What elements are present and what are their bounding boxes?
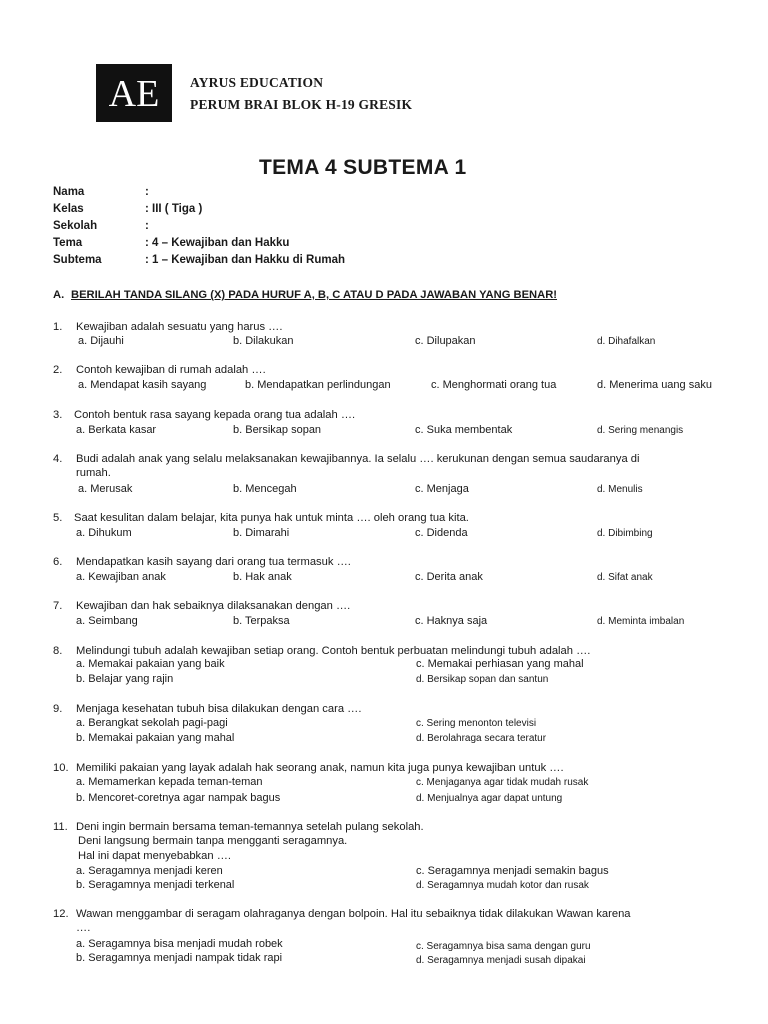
- question-text: Memiliki pakaian yang layak adalah hak seorang anak, namun kita juga punya kewajiban untuk ….: [76, 762, 564, 774]
- question-text: Mendapatkan kasih sayang dari orang tua termasuk ….: [76, 556, 351, 568]
- option-a: a. Seragamnya bisa menjadi mudah robek: [76, 938, 283, 950]
- question-text: Contoh kewajiban di rumah adalah ….: [76, 364, 266, 376]
- question-text-line3: Hal ini dapat menyebabkan ….: [78, 850, 231, 862]
- question-number: 5.: [53, 512, 63, 524]
- question-text-line2: rumah.: [76, 467, 111, 479]
- option-d: d. Sering menangis: [597, 425, 684, 436]
- identity-label-nama: Nama: [53, 186, 85, 198]
- option-c: c. Memakai perhiasan yang mahal: [416, 658, 584, 670]
- question-number: 10.: [53, 762, 69, 774]
- question-number: 4.: [53, 453, 63, 465]
- option-d: d. Sifat anak: [597, 572, 653, 583]
- question-number: 6.: [53, 556, 63, 568]
- option-c: c. Derita anak: [415, 571, 483, 583]
- option-a: a. Seragamnya menjadi keren: [76, 865, 223, 877]
- option-c: c. Dilupakan: [415, 335, 476, 347]
- option-c: c. Menghormati orang tua: [431, 379, 557, 391]
- question-number: 9.: [53, 703, 63, 715]
- question-text-line2: ….: [76, 922, 91, 934]
- option-b: b. Mencegah: [233, 483, 297, 495]
- option-a: a. Dijauhi: [78, 335, 124, 347]
- question-number: 7.: [53, 600, 63, 612]
- option-c: c. Sering menonton televisi: [416, 718, 537, 729]
- question-text: Contoh bentuk rasa sayang kepada orang tua adalah ….: [74, 409, 356, 421]
- option-a: a. Seimbang: [76, 615, 138, 627]
- identity-value-nama: :: [145, 186, 149, 198]
- page-title: TEMA 4 SUBTEMA 1: [259, 156, 467, 179]
- section-a-instruction: BERILAH TANDA SILANG (X) PADA HURUF A, B, C ATAU D PADA JAWABAN YANG BENAR!: [71, 289, 558, 301]
- option-c: c. Seragamnya menjadi semakin bagus: [416, 865, 609, 877]
- option-b: b. Seragamnya menjadi terkenal: [76, 879, 235, 891]
- option-a: a. Memakai pakaian yang baik: [76, 658, 225, 670]
- option-b: b. Hak anak: [233, 571, 292, 583]
- question-text: Kewajiban dan hak sebaiknya dilaksanakan dengan ….: [76, 600, 351, 612]
- option-d: d. Meminta imbalan: [597, 616, 685, 627]
- option-a: a. Mendapat kasih sayang: [78, 379, 207, 391]
- school-name: AYRUS EDUCATION: [190, 75, 324, 90]
- identity-value-sekolah: :: [145, 220, 149, 232]
- identity-label-sekolah: Sekolah: [53, 220, 98, 232]
- identity-label-kelas: Kelas: [53, 203, 84, 215]
- identity-label-tema: Tema: [53, 237, 83, 249]
- question-number: 12.: [53, 908, 69, 920]
- option-b: b. Bersikap sopan: [233, 424, 322, 436]
- question-text-line2: Deni langsung bermain tanpa mengganti seragamnya.: [78, 835, 348, 847]
- option-b: b. Memakai pakaian yang mahal: [76, 732, 235, 744]
- identity-value-subtema: : 1 – Kewajiban dan Hakku di Rumah: [145, 254, 346, 266]
- question-text: Wawan menggambar di seragam olahraganya dengan bolpoin. Hal itu sebaiknya tidak dilakukan Wawan karena: [76, 908, 631, 920]
- school-logo: [96, 64, 172, 122]
- school-address: PERUM BRAI BLOK H-19 GRESIK: [190, 97, 413, 112]
- option-d: d. Bersikap sopan dan santun: [416, 674, 549, 685]
- option-d: d. Berolahraga secara teratur: [416, 733, 547, 744]
- option-c: c. Didenda: [415, 527, 468, 539]
- option-c: c. Haknya saja: [415, 615, 488, 627]
- option-a: a. Kewajiban anak: [76, 571, 166, 583]
- option-b: b. Dilakukan: [233, 335, 294, 347]
- option-d: d. Dihafalkan: [597, 336, 656, 347]
- section-a-letter: A.: [53, 289, 65, 301]
- question-number: 2.: [53, 364, 63, 376]
- option-c: c. Suka membentak: [415, 424, 513, 436]
- option-d: d. Menulis: [597, 484, 643, 495]
- option-a: a. Berkata kasar: [76, 424, 157, 436]
- option-d: d. Menerima uang saku: [597, 379, 712, 391]
- question-text: Budi adalah anak yang selalu melaksanakan kewajibannya. Ia selalu …. kerukunan dengan semua saudaranya di: [76, 453, 640, 465]
- option-c: c. Menjaganya agar tidak mudah rusak: [416, 777, 589, 788]
- option-a: a. Berangkat sekolah pagi-pagi: [76, 717, 228, 729]
- option-c: c. Menjaga: [415, 483, 469, 495]
- question-number: 11.: [53, 821, 68, 833]
- identity-value-kelas: : III ( Tiga ): [145, 203, 203, 215]
- question-number: 8.: [53, 645, 63, 657]
- question-text: Deni ingin bermain bersama teman-temannya setelah pulang sekolah.: [76, 821, 424, 833]
- question-number: 1.: [53, 321, 63, 333]
- option-a: a. Memamerkan kepada teman-teman: [76, 776, 263, 788]
- question-text: Melindungi tubuh adalah kewajiban setiap orang. Contoh bentuk perbuatan melindungi tubuh adalah ….: [76, 645, 591, 657]
- option-d: d. Dibimbing: [597, 528, 653, 539]
- option-d: d. Menjualnya agar dapat untung: [416, 793, 563, 804]
- option-b: b. Seragamnya menjadi nampak tidak rapi: [76, 952, 283, 964]
- option-c: c. Seragamnya bisa sama dengan guru: [416, 941, 591, 952]
- option-d: d. Seragamnya menjadi susah dipakai: [416, 955, 586, 966]
- option-b: b. Mendapatkan perlindungan: [245, 379, 391, 391]
- identity-label-subtema: Subtema: [53, 254, 102, 266]
- option-b: b. Dimarahi: [233, 527, 290, 539]
- question-number: 3.: [53, 409, 63, 421]
- option-b: b. Mencoret-coretnya agar nampak bagus: [76, 792, 281, 804]
- question-text: Saat kesulitan dalam belajar, kita punya hak untuk minta …. oleh orang tua kita.: [74, 512, 469, 524]
- option-d: d. Seragamnya mudah kotor dan rusak: [416, 880, 589, 891]
- option-b: b. Belajar yang rajin: [76, 673, 174, 685]
- logo-text: AE: [108, 73, 160, 115]
- option-a: a. Merusak: [78, 483, 133, 495]
- identity-value-tema: : 4 – Kewajiban dan Hakku: [145, 237, 290, 249]
- option-a: a. Dihukum: [76, 527, 132, 539]
- question-text: Kewajiban adalah sesuatu yang harus ….: [76, 321, 283, 333]
- question-text: Menjaga kesehatan tubuh bisa dilakukan dengan cara ….: [76, 703, 362, 715]
- option-b: b. Terpaksa: [233, 615, 290, 627]
